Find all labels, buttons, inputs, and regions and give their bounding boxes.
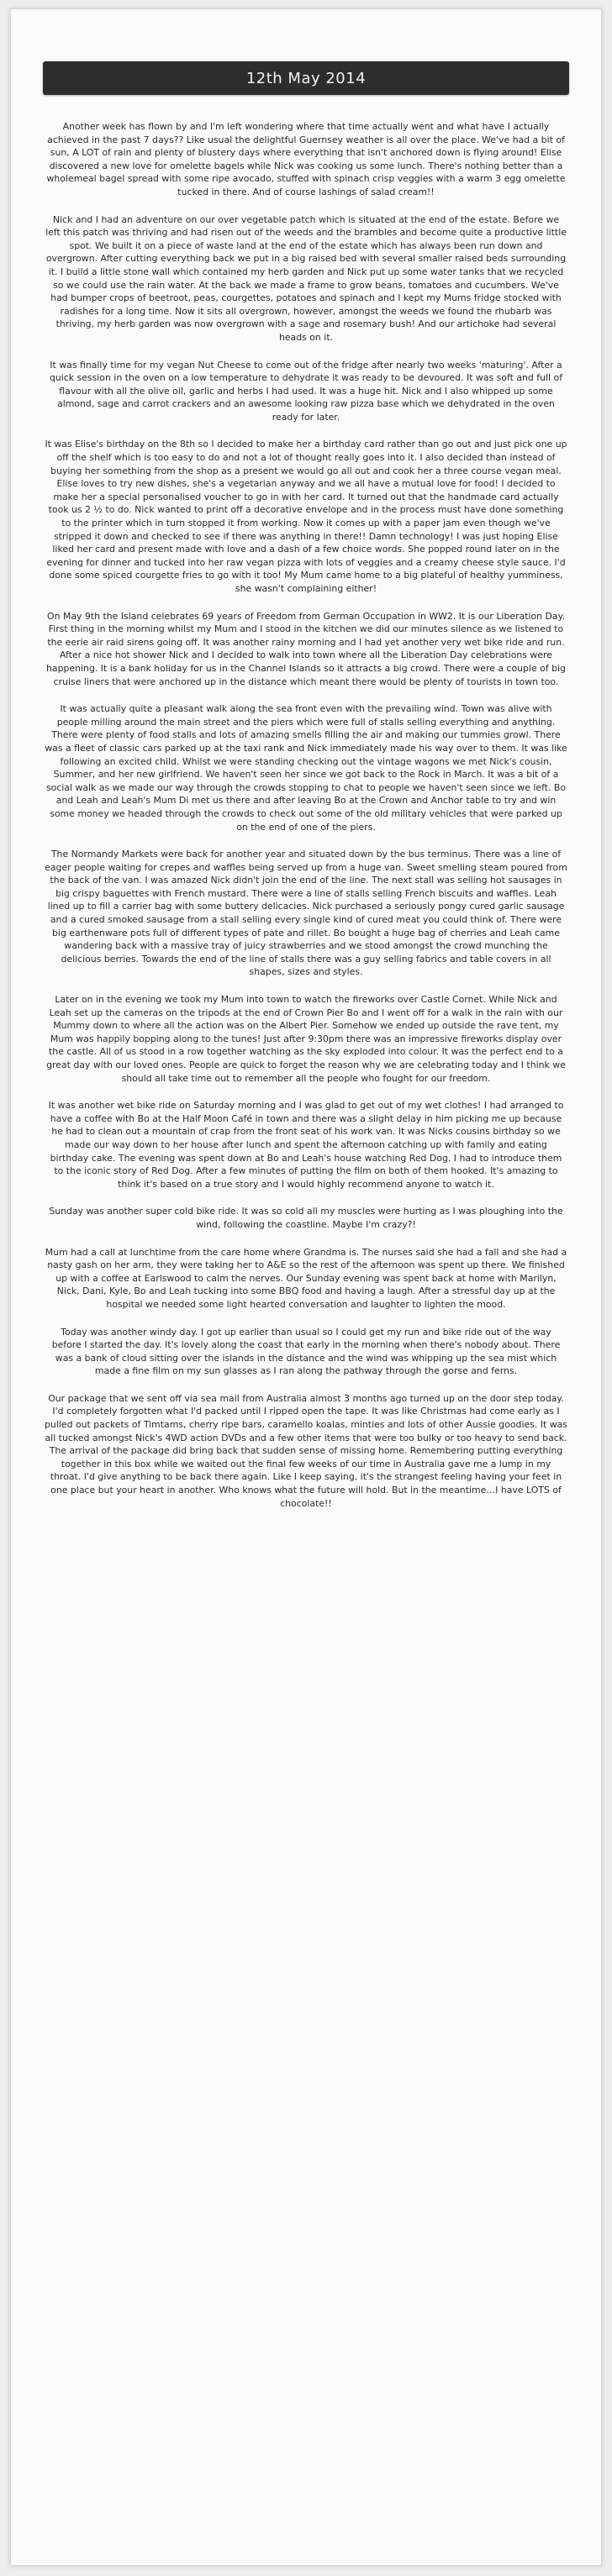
paragraph-saturday: It was another wet bike ride on Saturday morning and I was glad to get out of my wet clothes! I had arranged to have a coffee with Bo at the Half Moon Café in town and there was a slight delay in him picking me up because he had to clean out a mountain of crap from the front seat of his work van. It was Nicks cousins birthday so we made our way down to her house after lunch and spent the afternoon catching up with family and eating birthday cake. The evening was spent down at Bo and Leah's house watching Red Dog. I had to introduce them to the iconic story of Red Dog. After a few minutes of putting the film on both of them hooked. It's amazing to think it's based on a true story and I would highly recommend anyone to watch it. <box>48 1100 564 1190</box>
date-banner <box>43 61 569 95</box>
paragraph-liberation-day: On May 9th the Island celebrates 69 years of Freedom from German Occupation in WW2. It is our Liberation Day. First thing in the morning whilst my Mum and I stood in the kitchen we did our minutes silence as we listened to the eerie air raid sirens going off. It was another rainy morning and I had yet another very wet bike ride and run. After a nice hot shower Nick and I decided to walk into town where all the Liberation Day celebrations were happening. It is a bank holiday for us in the Channel Islands so it attracts a big crowd. There were a couple of big cruise liners that were anchored up in the distance which meant there would be plenty of tourists in town too. <box>46 610 566 687</box>
paragraph-elise-birthday: It was Elise's birthday on the 8th so I decided to make her a birthday card rather than go out and just pick one up off the shelf which is too easy to do and not a lot of thought really goes into it. I also decided than instead of buying her something from the shop as a present we would go all out and cook her a three course vegan meal. Elise loves to try new dishes, she's a vegetarian anyway and we all have a mutual love for food! I decided to make her a special personalised voucher to go in with her card. It turned out that the handmade card actually took us 2 ½ to do. Nick wanted to print off a decorative envelope and in the process must have done something to the printer which in turn stopped it from working. Now it comes up with a paper jam even though we've stripped it down and checked to see if there was anything in there!! Damn technology! I was just hoping Elise liked her card and present made with love and a dash of a few choice words. She popped round later on in the evening for dinner and tucked into her raw vegan pizza with lots of veggies and a creamy cheese style sauce. I'd done some spiced courgette fries to go with it too! My Mum came home to a big plateful of healthy yumminess, she wasn't complaining either! <box>45 439 567 594</box>
paragraph-vegetable-patch: Nick and I had an adventure on our over vegetable patch which is situated at the end of the estate. Before we left this patch was thriving and had risen out of the weeds and the brambles and become quite a productive little spot. We built it on a piece of waste land at the end of the estate which has always been run down and overgrown. After cutting everything back we put in a big raised bed with several smaller raised beds surrounding it. I build a little stone wall which contained my herb garden and Nick put up some water tanks that we recycled so we could use the rain water. At the back we made a frame to grow beans, tomatoes and cucumbers. We've had bumper crops of beetroot, peas, courgettes, potatoes and spinach and I kept my Mums fridge stocked with radishes for a long time. Now it sits all overgrown, however, amongst the weeds we found the rhubarb was thriving, my herb garden was now overgrown with a sage and rosemary bush! And our artichoke had several heads on it. <box>45 213 567 343</box>
paragraph-grandma: Mum had a call at lunchtime from the care home where Grandma is. The nurses said she had a fall and she had a nasty gash on her arm, they were taking her to A&E so the rest of the afternoon was spent up there. We finished up with a coffee at Earlswood to calm the nerves. Our Sunday evening was spent back at home with Marilyn, Nick, Dani, Kyle, Bo and Leah tucking into some BBQ food and having a laugh. After a stressful day up at the hospital we needed some light hearted conversation and laughter to lighten the mood. <box>45 1246 567 1310</box>
paragraph-fireworks: Later on in the evening we took my Mum into town to watch the fireworks over Castle Cornet. While Nick and Leah set up the cameras on the tripods at the end of Crown Pier Bo and I went off for a walk in the rain with our Mummy down to where all the action was on the Albert Pier. Somehow we ended up outside the rave tent, my Mum was happily bopping along to the tunes! Just after 9:30pm there was an impressive fireworks display over the castle. All of us stood in a row together watching as the sky exploded into colour. It was the perfect end to a great day with our loved ones. People are quick to forget the reason why we are celebrating today and I think we should all take time out to remember all the people who fought for our freedom. <box>46 994 566 1084</box>
paragraph-nut-cheese: It was finally time for my vegan Nut Cheese to come out of the fridge after nearly two weeks 'maturing'. After a quick session in the oven on a low temperature to dehydrate it was ready to be devoured. It was soft and full of flavour with all the olive oil, garlic and herbs I had used. It was a huge hit. Nick and I also whipped up some almond, sage and carrot crackers and an awesome looking raw pizza base which we dehydrated in the oven ready for later. <box>49 359 563 423</box>
paragraph-normandy-markets: The Normandy Markets were back for another year and situated down by the bus terminus. There was a line of eager people waiting for crepes and waffles being served up from a huge van. Sweet smelling steam poured from the back of the van. I was amazed Nick didn't join the end of the line. The next stall was selling hot sausages in big crispy baguettes with French mustard. There were a line of stalls selling French biscuits and waffles. Leah lined up to fill a carrier bag with some buttery delicacies. Nick purchased a seriously pongy cured garlic sausage and a cured smoked sausage from a stall selling every single kind of cured meat you could think of. There were big earthenware pots full of different types of pate and rillet. Bo bought a huge bag of cherries and Leah came wandering back with a massive tray of juicy strawberries and we stood amongst the crowd munching the delicious berries. Towards the end of the line of stalls there was a guy selling fabrics and table covers in all shapes, sizes and styles. <box>45 849 567 978</box>
post-date-title: 12th May 2014 <box>245 69 367 87</box>
date-banner-wrapper <box>11 61 601 95</box>
paragraph-package: Our package that we sent off via sea mail from Australia almost 3 months ago turned up on the door step today. I'd completely forgotten what I'd packed until I ripped open the tape. It was like Christmas had come early as I pulled out packets of Timtams, cherry ripe bars, caramello koalas, minties and lots of other Aussie goodies. It was all tucked amongst Nick's 4WD action DVDs and a few other items that were too bulky or too heavy to send back. The arrival of the package did bring back that sudden sense of missing home. Remembering putting everything together in this box while we waited out the final few weeks of our time in Australia gave me a lump in my throat. I'd give anything to be back there again. Like I keep saying, it's the strangest feeling having your feet in one place but your heart in another. Who knows what the future will hold. But in the meantime…I have LOTS of chocolate!! <box>45 1392 567 1509</box>
post-body <box>11 95 601 1510</box>
paragraph-weather: Another week has flown by and I'm left wondering where that time actually went and what have I actually achieved in the past 7 days?? Like usual the delightful Guernsey weather is all over the place. We've had a bit of sun, A LOT of rain and plenty of blustery days where everything that isn't anchored down is flying around! Elise discovered a new love for omelette bagels while Nick was cooking us some lunch. There's nothing better than a wholemeal bagel spread with some ripe avocado, stuffed with spinach crisp veggies with a warm 3 egg omelette tucked in there. And of course lashings of salad cream!! <box>46 121 566 197</box>
paragraph-sunday-ride: Sunday was another super cold bike ride. It was so cold all my muscles were hurting as I was ploughing into the wind, following the coastline. Maybe I'm crazy?! <box>49 1206 563 1230</box>
blog-post-page <box>10 8 602 2566</box>
paragraph-windy-day: Today was another windy day. I got up earlier than usual so I could get my run and bike ride out of the way before I started the day. It's lovely along the coast that early in the morning when there's nobody about. There was a bank of cloud sitting over the islands in the distance and the wind was whipping up the sea mist which made a fine film on my sun glasses as I ran along the pathway through the gorse and ferns. <box>51 1326 561 1377</box>
paragraph-sea-front-walk: It was actually quite a pleasant walk along the sea front even with the prevailing wind. Town was alive with people milling around the main street and the piers which were full of stalls selling everything and anything. There were plenty of food stalls and lots of amazing smells filling the air and making our tummies growl. There was a fleet of classic cars parked up at the taxi rank and Nick immediately made his way over to them. It was like following an excited child. Whilst we were standing checking out the vintage wagons we met Nick's cousin, Summer, and her new girlfriend. We haven't seen her since we got back to the Rock in March. It was a bit of a social walk as we made our way through the crowds stopping to chat to people we haven't seen since we left. Bo and Leah and Leah's Mum Di met us there and after leaving Bo at the Crown and Anchor table to try and win some money we headed through the crowds to check out some of the old military vehicles that were parked up on the end of one of the piers. <box>45 703 567 833</box>
